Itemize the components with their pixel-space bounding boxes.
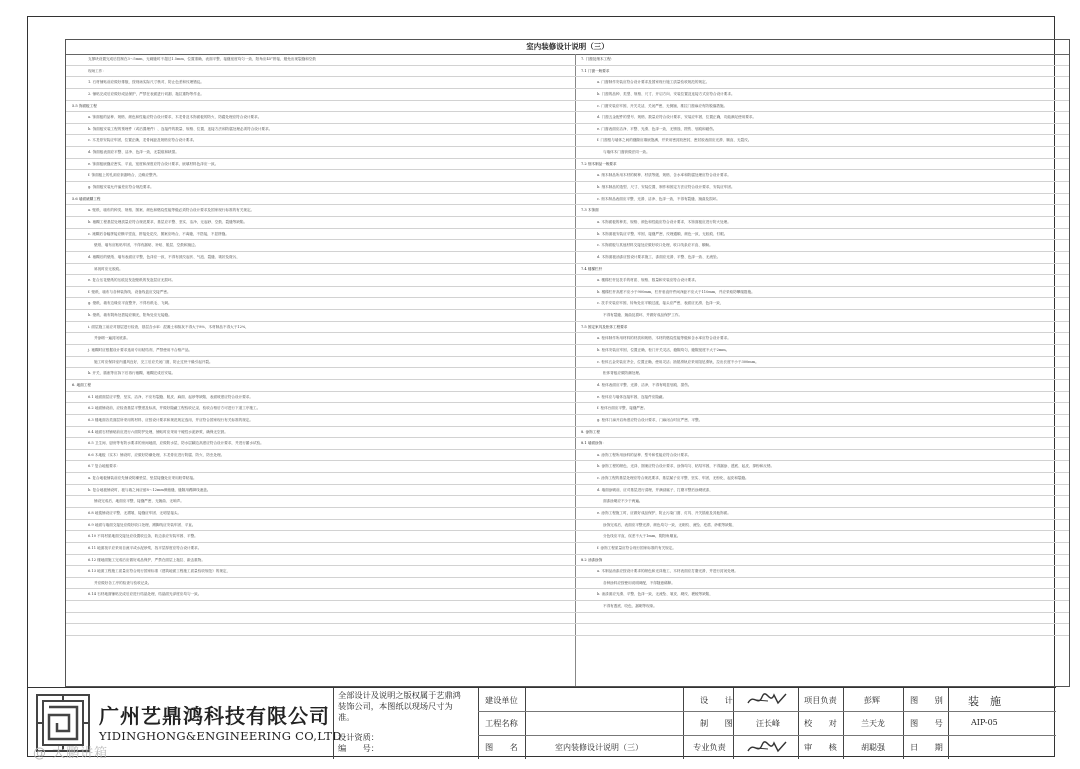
copyright-note: 全部设计及说明之版权属于艺鼎鸿装饰公司，本图纸以现场尺寸为准。 (338, 690, 461, 722)
note-line: 5.6 墙面裱糊工程 (66, 194, 575, 206)
note-line: b. 柜体安装应牢固，位置正确，柜门开关灵活，缝隙均匀，缝隙宽度不大于2mm。 (575, 345, 1069, 357)
note-line: 6.7 复合地板要求： (66, 461, 575, 473)
note-line: c. 涂饰工程的基层处理应符合规范要求，基层腻子应平整、坚实、牢固，无粉化、起皮和裂缝。 (575, 473, 1069, 485)
note-line: a. 木饰面板的种类、规格、颜色和性能应符合设计要求，木饰面板应进行防火处理。 (575, 217, 1069, 229)
sheet-title: 室内装修设计说明（三） (66, 40, 1069, 55)
notes-column-right (575, 54, 1069, 686)
note-line: 分色线应平直，误差不大于1mm，阴阳角顺直。 (575, 531, 1069, 543)
specialty-label: 专业负责 (693, 742, 726, 752)
note-line: f. 饰面板上的孔洞应套割吻合，边缘应整齐。 (66, 170, 575, 182)
divider (798, 735, 903, 736)
note-line: b. 裱糊工程基层处理质量应符合规范要求，基层应平整、坚实、洁净，无起砂、空鼓、裂缝等缺陷。 (66, 217, 575, 229)
qualification-block (338, 732, 379, 754)
note-line: a. 木制品油漆应按设计要求的颜色和光泽施工，木材表面应打磨光滑，并进行封闭处理。 (575, 566, 1069, 578)
check-label: 校 对 (804, 718, 837, 728)
note-line: 涂饰完成后，表面应平整光滑，颜色均匀一致，无刷纹、流坠、疙瘩、砂眼等缺陷， (575, 520, 1069, 532)
client-label: 建设单位 (485, 695, 518, 705)
designer-signature (746, 691, 788, 709)
divider (733, 688, 734, 759)
note-line: 6.4 地面石材铺贴前应进行六面防护处理，铺贴时应采用干硬性水泥砂浆，确保无空鼓。 (66, 427, 575, 439)
note-line: b. 门窗的品种、类型、规格、尺寸、开启方向、安装位置及连接方式应符合设计要求。 (575, 89, 1069, 101)
note-line: 2. 铺贴完成后应做好成品保护，严禁在表面进行切割、拖拉重物等作业。 (66, 89, 575, 101)
drawing-name-label: 图 名 (485, 742, 518, 752)
note-line: a. 细木制品所用木材的树种、材质等级、规格、含水率和防腐处理应符合设计要求。 (575, 170, 1069, 182)
drawing-number: AIP-05 (971, 718, 998, 727)
category-label: 图 别 (910, 695, 943, 705)
note-line: e. 复合压花壁纸的压痕及发泡壁纸的发泡层应无损坏。 (66, 275, 575, 287)
note-line (66, 613, 575, 625)
note-line (575, 624, 1069, 636)
note-line: b. 楼梯栏杆高度不应小于900mm，栏杆垂直杆件间净距不应大于110mm，并应采取防攀爬措施。 (575, 287, 1069, 299)
note-line: a. 柜体制作所用材料的材质和规格、木材的燃烧性能等级和含水率应符合设计要求。 (575, 333, 1069, 345)
notes-column-left (66, 54, 576, 686)
reviewer: 胡聪强 (861, 743, 885, 752)
note-line: a. 饰面板的品种、规格、颜色和性能应符合设计要求，木龙骨及木饰面板的防火、防腐处理应符合设计要求。 (66, 112, 575, 124)
design-qualification-label: 设计资质： (338, 732, 379, 742)
divider (903, 711, 1056, 712)
cert-no-label: 编 号： (338, 743, 379, 753)
watermark: @ 大鹏讲箱 (33, 746, 109, 761)
note-line: a. 楼梯栏杆及扶手的材质、规格、数量和安装应符合设计要求。 (575, 275, 1069, 287)
note-line: b. 饰面板安装工程的预埋件（或后置埋件）、连接件的数量、规格、位置、连接方法和防腐处理必须符合设计要求。 (66, 124, 575, 136)
drawing-sheet (27, 16, 1055, 761)
note-line: 铺设完成后，地面应平整，接缝严密，无翘曲、无响声。 (66, 496, 575, 508)
note-line: c. 扶手安装应牢固，转角处应平顺过渡，接头应严密，表面应光滑、色泽一致， (575, 298, 1069, 310)
note-line: 6.3 楼地面各类面层所采用的材料，应按设计要求和规范规定选用，并应符合国家现行有关标准的规定。 (66, 415, 575, 427)
number-label: 图 号 (910, 718, 943, 728)
note-line: 6.12 楼地面施工完成后应做好成品保护，严禁在面层上拖拉、敲击重物。 (66, 555, 575, 567)
drawn-label: 制 图 (700, 718, 733, 728)
note-line: 7.5 固定家具及柜体工程要求 (575, 322, 1069, 334)
company-name-en: YIDINGHONG&ENGINEERING CO,LTD (99, 729, 342, 743)
note-line: k. 开关、插座等应拆下后再行裱糊，裱糊完成后安装。 (66, 368, 575, 380)
note-line: j. 裱糊时应根据设计要求选用专用粘结剂，严禁使用不合格产品。 (66, 345, 575, 357)
note-line: 6. 地面工程 (66, 380, 575, 392)
divider (683, 711, 798, 712)
divider (525, 688, 526, 759)
note-line: 并涂刷一遍封闭底漆。 (66, 333, 575, 345)
note-line: f. 门窗框与墙体之间的缝隙应填嵌饱满，并采用密封胶密封，密封胶表面应光滑、顺直、无裂纹。 (575, 135, 1069, 147)
note-line: c. 裱糊后各幅拼接应横平竖直，拼接处花纹、图案应吻合，不离缝，不搭接，不显拼缝。 (66, 229, 575, 241)
note-line: 7.1 门窗一般要求 (575, 66, 1069, 78)
note-line: 柜体背板应做防潮处理。 (575, 368, 1069, 380)
note-line: 6.1 地面面层应平整、坚实、洁净，不应有裂缝、脱皮、麻面、起砂等缺陷，表面坡度应符合设计要求。 (66, 392, 575, 404)
note-line: d. 柜体表面应平整、光滑、洁净，不得有明显划痕、损伤。 (575, 380, 1069, 392)
note-line: 6.5 卫生间、厨房等有防水要求的房间地面，应做防水层，防水层翻边高度应符合设计要求，并进行蓄水试验。 (66, 438, 575, 450)
note-line: d. 饰面板表面应平整、洁净、色泽一致，无裂痕和缺损。 (66, 147, 575, 159)
title-block (28, 687, 1056, 759)
note-line: 6.14 石材地面铺贴完成后应进行结晶处理，结晶面光泽度应均匀一致。 (66, 589, 575, 601)
note-line: 6.6 木地板（实木）铺设时，应做好防潮处理，木龙骨应进行防腐、防火、防虫处理。 (66, 450, 575, 462)
checker: 兰天龙 (861, 719, 885, 728)
note-line: f. 涂饰工程质量应符合现行国家标准的有关规定。 (575, 543, 1069, 555)
note-line: 支撑块设置完成后控制在3～5mm，无砌缝时不超过1.5mm，位置准确，表面平整，接缝宽度均匀一致，阳角应45°拼接，避免出现裂缝和空鼓 (66, 54, 575, 66)
note-line: f. 柜体台面应平整，接缝严密。 (575, 403, 1069, 415)
divider (843, 688, 844, 759)
note-line: b. 木饰面板安装应平整、牢固，接缝严密，纹理通顺，颜色一致，无胶痕、钉眼。 (575, 229, 1069, 241)
note-line: c. 木饰面板与其他材料交接处应做好收口处理，收口线条应平直、顺畅。 (575, 240, 1069, 252)
note-line: d. 木饰面板油漆应按设计要求施工，漆面应光滑、平整、色泽一致、无流坠。 (575, 252, 1069, 264)
divider (948, 688, 949, 759)
note-line: 7.2 细木制品一般要求 (575, 159, 1069, 171)
note-line: d. 墙面涂刷前，应对基层进行清理，并满刮腻子，打磨平整后涂刷底漆， (575, 485, 1069, 497)
note-line: 施工时应保持室内通风良好，完工后应关闭门窗，防止过快干燥引起开裂。 (66, 357, 575, 369)
note-line: 8. 涂饰工程 (575, 427, 1069, 439)
note-line: 各种涂料应按使用说明调配，不得随意稀释。 (575, 578, 1069, 590)
note-line: 6.9 地面与墙面交接处应做好收口处理，踢脚线应安装牢固、平直。 (66, 520, 575, 532)
note-line: a. 复合地板铺装前应先铺设防潮垫层，垫层接缝处应采用胶带粘接。 (66, 473, 575, 485)
divider (478, 735, 683, 736)
divider (903, 735, 1056, 736)
note-line: 不得有透底、咬色、漏刷等现象。 (575, 601, 1069, 613)
note-line: c. 木龙骨安装应牢固，位置正确，龙骨间距及规格应符合设计要求。 (66, 135, 575, 147)
note-line: h. 壁纸、墙布阴角处搭接应顺光，阳角处应无接缝。 (66, 310, 575, 322)
design-label: 设 计 (700, 695, 733, 705)
note-line: a. 门窗制作安装应符合设计要求及国家现行施工质量验收规范的规定。 (575, 77, 1069, 89)
drawn-by: 汪长峰 (756, 719, 780, 728)
note-line: 7.3 木饰面 (575, 205, 1069, 217)
note-line: b. 涂饰工程的颜色、光泽、图案应符合设计要求，涂饰均匀、粘结牢固，不得漏涂、透底、起皮、掉粉和反锈。 (575, 461, 1069, 473)
note-line: 6.10 不同材质地面交接处应设置收边条，收边条应安装牢固、平整。 (66, 531, 575, 543)
divider (478, 711, 683, 712)
note-line: f. 壁纸、墙布与各种装饰线、设备线盒应交接严密。 (66, 287, 575, 299)
note-line (66, 624, 575, 636)
note-line: 斜视时应无胶痕。 (66, 264, 575, 276)
note-line: 5.5 饰面板工程 (66, 101, 575, 113)
date-label: 日 期 (910, 742, 943, 752)
note-line: 1. 石材铺贴前应做好排版，按现场实际尺寸核对，防止色差和纹理错乱。 (66, 77, 575, 89)
specialty-signature (746, 739, 788, 757)
note-line: c. 柜体五金安装应齐全，位置正确，使用灵活；抽屉滑轨应采用阻尼滑轨，拉出长度不小于300mm。 (575, 357, 1069, 369)
company-name-cn: 广州艺鼎鸿科技有限公司 (99, 704, 330, 728)
note-line: 与墙体木门窗套做法同一致。 (575, 147, 1069, 159)
note-line: g. 饰面板安装允许偏差应符合规范要求。 (66, 182, 575, 194)
note-line: b. 细木制品的造型、尺寸、安装位置、制作和固定方法应符合设计要求，安装应牢固。 (575, 182, 1069, 194)
divider (798, 711, 903, 712)
note-line: 6.2 地面铺设前，应检查基层平整度及标高，并做好隐蔽工程验收记录，验收合格后方可进行下道工序施工。 (66, 403, 575, 415)
divider (683, 735, 798, 736)
note-line: 6.8 地毯铺设应平整、无褶皱，接缝应牢固、无明显接头。 (66, 508, 575, 520)
drawing-name: 室内装修设计说明（三） (555, 743, 643, 752)
note-line (575, 613, 1069, 625)
project-lead-label: 项目负责 (804, 695, 837, 705)
note-line: 现场工作： (66, 66, 575, 78)
note-line: a. 涂饰工程所用涂料的品种、型号和性能应符合设计要求。 (575, 450, 1069, 462)
note-line: 6.11 地面找平应采用自流平或水泥砂浆，找平层厚度应符合设计要求。 (66, 543, 575, 555)
note-line: 8.1 墙面涂饰： (575, 438, 1069, 450)
note-line: 壁纸、墙布应粘贴牢固，不得有漏贴、补贴、脱层、空鼓和翘边。 (66, 240, 575, 252)
note-line (66, 601, 575, 613)
note-line: c. 门窗安装应牢固，开关灵活，关闭严密，无倒翘，推拉门窗扇应有防脱落措施。 (575, 101, 1069, 113)
note-line: g. 柜体门扇开启角度应符合设计要求，门扇闭合时应严密、平整。 (575, 415, 1069, 427)
note-line: e. 饰面板嵌缝应密实、平直，宽度和深度应符合设计要求，嵌填材料色泽应一致。 (66, 159, 575, 171)
note-line: b. 油漆面应光滑、平整、色泽一致，无流坠、皱皮、刷纹、裹棱等缺陷， (575, 589, 1069, 601)
review-label: 审 核 (804, 742, 837, 752)
notes-frame (65, 39, 1070, 687)
note-line: 不得有裂缝、翘曲及损坏，并做好成品保护工作。 (575, 310, 1069, 322)
note-line: i. 面层施工前应对基层进行检查，基层含水率：混凝土和抹灰不得大于8%，木材制品不得大于12%， (66, 322, 575, 334)
note-line: g. 壁纸、墙布边缘应平直整齐，不得有纸毛、飞刺。 (66, 298, 575, 310)
note-line: a. 壁纸、墙布的种类、规格、图案、颜色和燃烧性能等级必须符合设计要求及国家现行标准的有关规定。 (66, 205, 575, 217)
note-line: b. 复合地板铺设时，板与墙之间应留8～12mm伸缩缝，缝隙用踢脚线遮盖。 (66, 485, 575, 497)
note-line: 7. 门窗及细木工程： (575, 54, 1069, 66)
note-line: 并应做好各工序的检查与验收记录。 (66, 578, 575, 590)
note-line: d. 裱糊后的壁纸、墙布表面应平整，色泽应一致，不得有波纹起伏、气泡、裂缝、皱折及斑污， (66, 252, 575, 264)
drawing-category: 装 施 (968, 695, 1001, 708)
project-name-label: 工程名称 (485, 718, 518, 728)
note-line: 8.2 油漆涂饰 (575, 555, 1069, 567)
company-logo-area (28, 688, 342, 761)
note-line: e. 柜体应与墙体连接牢固，连接件应隐蔽。 (575, 392, 1069, 404)
project-lead: 彭辉 (864, 696, 880, 705)
note-line: c. 细木制品表面应平整、光滑、洁净、色泽一致，不得有裂缝、翘曲及损坏。 (575, 194, 1069, 206)
note-line: 7.4 楼梯栏杆 (575, 264, 1069, 276)
note-line: 面漆涂刷应不少于两遍。 (575, 496, 1069, 508)
note-line: d. 门窗五金配件的型号、规格、数量应符合设计要求，安装应牢固，位置正确，功能满足使用要求。 (575, 112, 1069, 124)
note-line: e. 涂饰工程施工时，应做好成品保护，防止污染门窗、灯具、开关插座及其他饰面。 (575, 508, 1069, 520)
note-line: 6.13 地面工程施工质量应符合现行国家标准《建筑地面工程施工质量验收规范》的规定， (66, 566, 575, 578)
note-line: e. 门窗表面应洁净、平整、光滑、色泽一致，无锈蚀、擦伤、划痕和碰伤。 (575, 124, 1069, 136)
